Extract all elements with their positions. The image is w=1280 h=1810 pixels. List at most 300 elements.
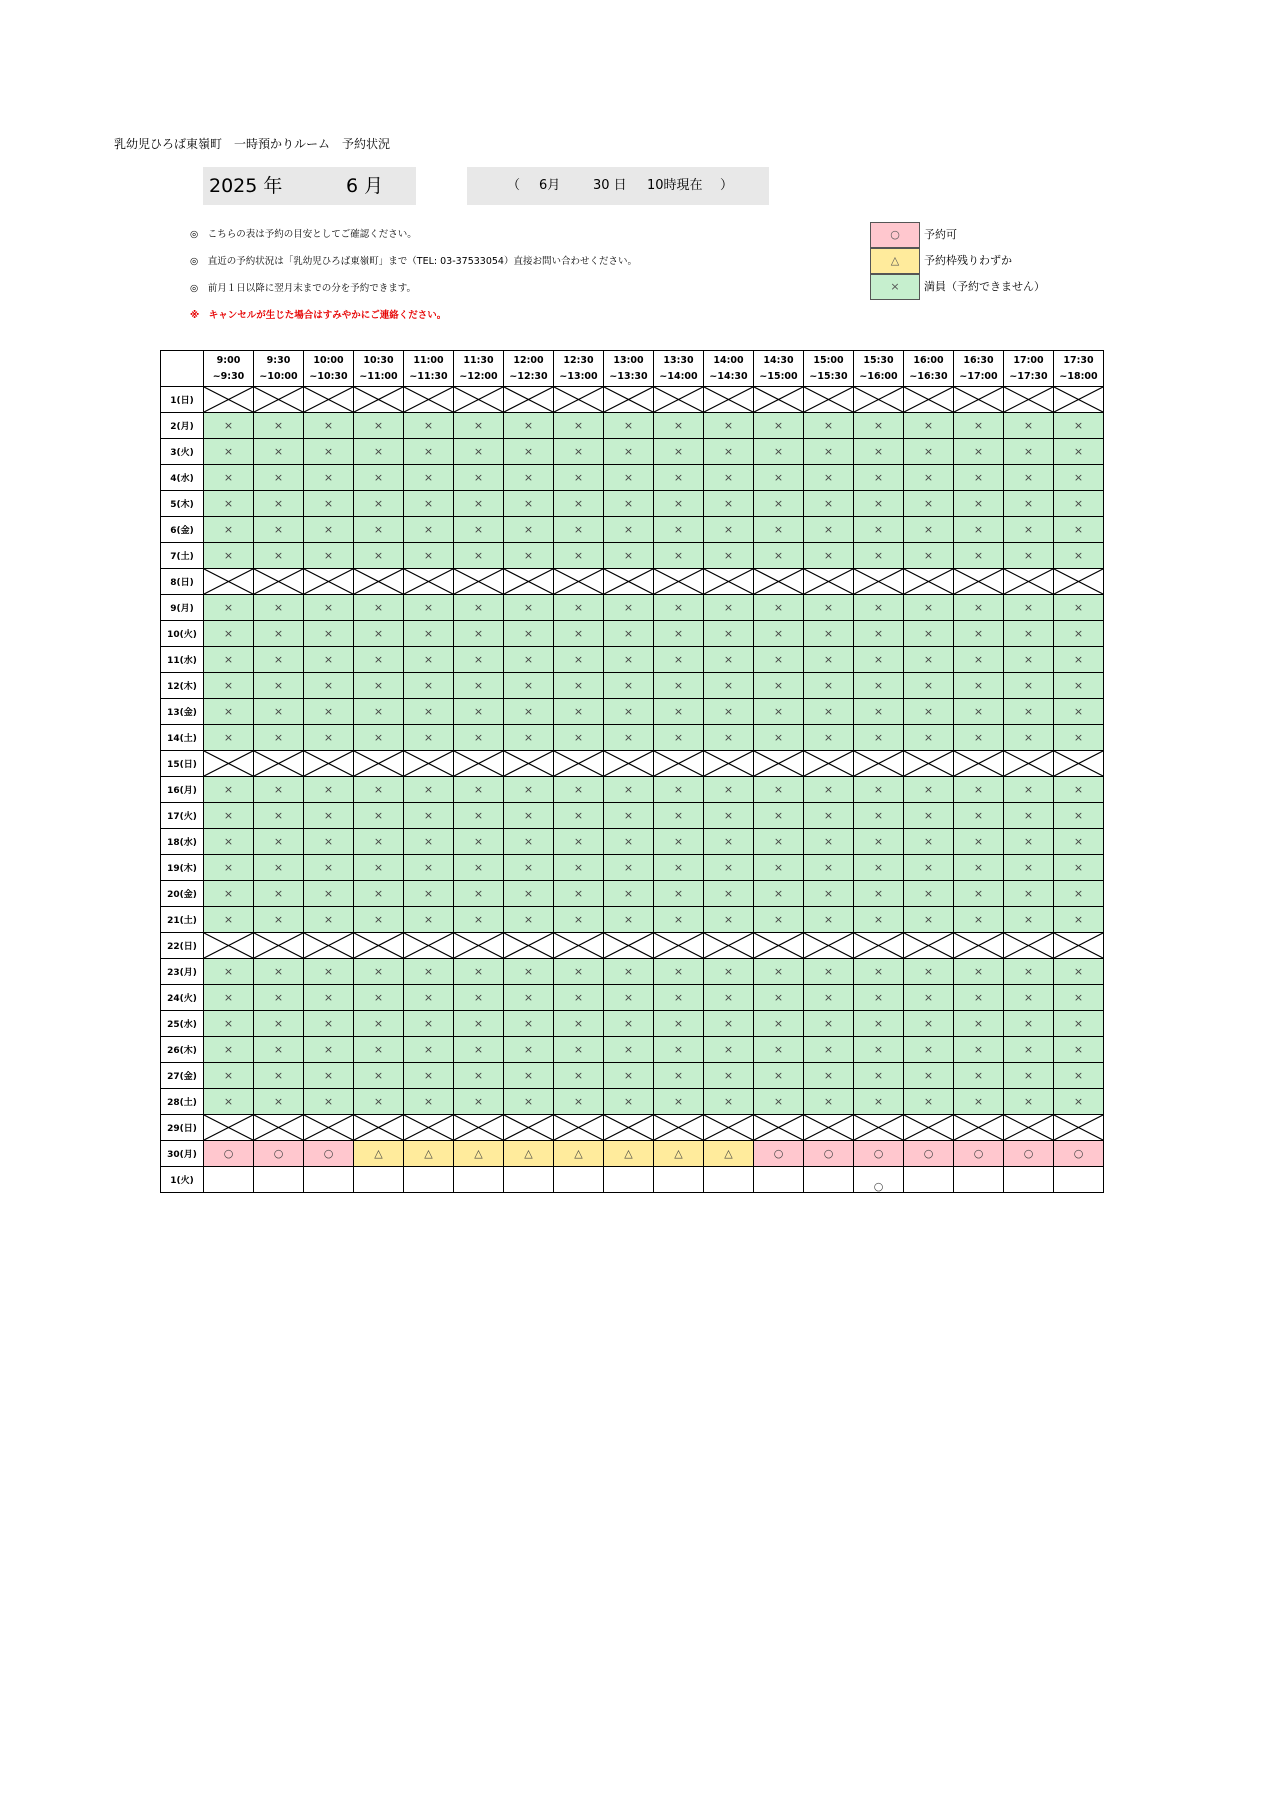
- closed-cell: [604, 1115, 654, 1141]
- day-label: 14(土): [161, 725, 204, 751]
- closed-cell: [954, 1115, 1004, 1141]
- full-cell: ×: [504, 413, 554, 439]
- full-cell: ×: [204, 829, 254, 855]
- day-row: [161, 569, 1104, 595]
- closed-cell: [204, 1115, 254, 1141]
- closed-cell: [1004, 569, 1054, 595]
- full-cell: ×: [604, 439, 654, 465]
- full-cell: ×: [254, 673, 304, 699]
- full-cell: ×: [904, 491, 954, 517]
- full-cell: ×: [404, 959, 454, 985]
- closed-cell: [754, 387, 804, 413]
- full-cell: ×: [654, 1089, 704, 1115]
- full-cell: ×: [804, 647, 854, 673]
- full-cell: ×: [904, 855, 954, 881]
- full-cell: ×: [204, 595, 254, 621]
- full-cell: ×: [904, 517, 954, 543]
- closed-cell: [254, 933, 304, 959]
- full-cell: ×: [354, 907, 404, 933]
- full-cell: ×: [204, 907, 254, 933]
- closed-cell: [604, 751, 654, 777]
- full-cell: ×: [654, 881, 704, 907]
- full-cell: ×: [704, 413, 754, 439]
- full-cell: ×: [304, 595, 354, 621]
- full-cell: ×: [504, 491, 554, 517]
- full-cell: ×: [804, 491, 854, 517]
- full-cell: ×: [854, 855, 904, 881]
- full-cell: ×: [754, 829, 804, 855]
- full-cell: ×: [1054, 1089, 1104, 1115]
- full-cell: ×: [554, 1089, 604, 1115]
- full-cell: ×: [454, 1063, 504, 1089]
- few-left-cell: △: [604, 1141, 654, 1167]
- closed-cell: [1054, 1115, 1104, 1141]
- day-label: 1(日): [161, 387, 204, 413]
- reservation-table: [160, 350, 1104, 1193]
- full-cell: ×: [954, 1011, 1004, 1037]
- day-row: [161, 1167, 1104, 1193]
- closed-cell: [404, 751, 454, 777]
- note-cancel: ※ キャンセルが生じた場合はすみやかにご連絡ください。: [190, 310, 447, 321]
- full-cell: ×: [604, 517, 654, 543]
- full-cell: ×: [554, 1011, 604, 1037]
- closed-cell: [504, 1115, 554, 1141]
- legend-full-label: 満員（予約できません）: [924, 280, 1045, 293]
- full-cell: ×: [554, 517, 604, 543]
- closed-cell: [904, 569, 954, 595]
- day-row: [161, 1011, 1104, 1037]
- page-title: 乳幼児ひろば東嶺町 一時預かりルーム 予約状況: [114, 137, 391, 151]
- closed-cell: [1004, 751, 1054, 777]
- closed-cell: [304, 387, 354, 413]
- full-cell: ×: [904, 543, 954, 569]
- time-slot-header: [1054, 351, 1104, 387]
- day-row: [161, 1037, 1104, 1063]
- day-label: 6(金): [161, 517, 204, 543]
- full-cell: ×: [204, 725, 254, 751]
- closed-cell: [504, 387, 554, 413]
- full-cell: ×: [404, 985, 454, 1011]
- empty-cell: [254, 1167, 304, 1193]
- full-cell: ×: [754, 517, 804, 543]
- time-slot-header: [954, 351, 1004, 387]
- day-label: 25(水): [161, 1011, 204, 1037]
- closed-cell: [454, 751, 504, 777]
- full-cell: ×: [604, 725, 654, 751]
- full-cell: ×: [754, 413, 804, 439]
- day-row: [161, 881, 1104, 907]
- full-cell: ×: [604, 647, 654, 673]
- closed-cell: [454, 569, 504, 595]
- day-label: 30(月): [161, 1141, 204, 1167]
- full-cell: ×: [404, 543, 454, 569]
- full-cell: ×: [204, 855, 254, 881]
- full-cell: ×: [354, 465, 404, 491]
- full-cell: ×: [854, 725, 904, 751]
- full-cell: ×: [1054, 647, 1104, 673]
- closed-cell: [1004, 1115, 1054, 1141]
- full-cell: ×: [354, 517, 404, 543]
- full-cell: ×: [254, 413, 304, 439]
- full-cell: ×: [904, 829, 954, 855]
- full-cell: ×: [404, 491, 454, 517]
- full-cell: ×: [604, 621, 654, 647]
- full-cell: ×: [654, 725, 704, 751]
- full-cell: ×: [954, 1037, 1004, 1063]
- full-cell: ×: [904, 621, 954, 647]
- full-cell: ×: [354, 829, 404, 855]
- full-cell: ×: [904, 1089, 954, 1115]
- full-cell: ×: [804, 985, 854, 1011]
- empty-cell: [554, 1167, 604, 1193]
- full-cell: ×: [354, 725, 404, 751]
- full-cell: ×: [504, 647, 554, 673]
- full-cell: ×: [504, 1089, 554, 1115]
- full-cell: ×: [654, 491, 704, 517]
- full-cell: ×: [754, 881, 804, 907]
- few-left-cell: △: [654, 1141, 704, 1167]
- day-label: 15(日): [161, 751, 204, 777]
- closed-cell: [554, 387, 604, 413]
- full-cell: ×: [1004, 855, 1054, 881]
- full-cell: ×: [654, 647, 704, 673]
- full-cell: ×: [354, 881, 404, 907]
- full-cell: ×: [804, 595, 854, 621]
- closed-cell: [304, 933, 354, 959]
- full-cell: ×: [704, 543, 754, 569]
- closed-cell: [354, 569, 404, 595]
- time-slot-start: 13:30: [663, 354, 694, 366]
- closed-cell: [704, 933, 754, 959]
- full-cell: ×: [754, 959, 804, 985]
- day-row: [161, 751, 1104, 777]
- full-cell: ×: [404, 413, 454, 439]
- full-cell: ×: [904, 1037, 954, 1063]
- full-cell: ×: [304, 725, 354, 751]
- full-cell: ×: [304, 1063, 354, 1089]
- full-cell: ×: [354, 1011, 404, 1037]
- full-cell: ×: [954, 439, 1004, 465]
- full-cell: ×: [254, 907, 304, 933]
- closed-cell: [804, 751, 854, 777]
- full-cell: ×: [504, 1011, 554, 1037]
- full-cell: ×: [554, 465, 604, 491]
- full-cell: ×: [654, 413, 704, 439]
- full-cell: ×: [754, 907, 804, 933]
- full-cell: ×: [604, 413, 654, 439]
- full-cell: ×: [854, 881, 904, 907]
- closed-cell: [754, 933, 804, 959]
- full-cell: ×: [204, 881, 254, 907]
- full-cell: ×: [554, 699, 604, 725]
- day-row: [161, 647, 1104, 673]
- full-cell: ×: [354, 673, 404, 699]
- full-cell: ×: [454, 543, 504, 569]
- available-cell: ○: [204, 1141, 254, 1167]
- available-cell: ○: [804, 1141, 854, 1167]
- time-slot-end: ~10:00: [259, 370, 298, 382]
- empty-cell: [354, 1167, 404, 1193]
- full-cell: ×: [804, 465, 854, 491]
- full-cell: ×: [804, 855, 854, 881]
- day-row: [161, 439, 1104, 465]
- day-row: [161, 491, 1104, 517]
- full-cell: ×: [954, 465, 1004, 491]
- closed-cell: [1054, 569, 1104, 595]
- full-cell: ×: [254, 491, 304, 517]
- full-cell: ×: [504, 725, 554, 751]
- full-cell: ×: [204, 699, 254, 725]
- time-slot-header: [704, 351, 754, 387]
- closed-cell: [554, 569, 604, 595]
- closed-cell: [1054, 387, 1104, 413]
- day-label: 20(金): [161, 881, 204, 907]
- full-cell: ×: [254, 699, 304, 725]
- full-cell: ×: [454, 777, 504, 803]
- full-cell: ×: [904, 959, 954, 985]
- few-left-cell: △: [704, 1141, 754, 1167]
- full-cell: ×: [754, 647, 804, 673]
- full-cell: ×: [954, 491, 1004, 517]
- full-cell: ×: [754, 803, 804, 829]
- closed-cell: [854, 751, 904, 777]
- full-cell: ×: [504, 907, 554, 933]
- full-cell: ×: [1054, 1037, 1104, 1063]
- full-cell: ×: [504, 959, 554, 985]
- full-cell: ×: [604, 959, 654, 985]
- day-row: [161, 1089, 1104, 1115]
- time-slot-start: 14:00: [713, 354, 744, 366]
- legend-available-label: 予約可: [924, 228, 957, 241]
- closed-cell: [204, 569, 254, 595]
- full-cell: ×: [704, 595, 754, 621]
- full-cell: ×: [704, 465, 754, 491]
- full-cell: ×: [1004, 777, 1054, 803]
- full-cell: ×: [554, 413, 604, 439]
- day-row: [161, 595, 1104, 621]
- closed-cell: [204, 933, 254, 959]
- full-cell: ×: [204, 777, 254, 803]
- full-cell: ×: [404, 465, 454, 491]
- full-cell: ×: [804, 829, 854, 855]
- few-left-cell: △: [504, 1141, 554, 1167]
- full-cell: ×: [254, 829, 304, 855]
- full-cell: ×: [954, 725, 1004, 751]
- empty-cell: [604, 1167, 654, 1193]
- full-cell: ×: [954, 803, 1004, 829]
- time-slot-end: ~16:30: [909, 370, 948, 382]
- full-cell: ×: [404, 1037, 454, 1063]
- full-cell: ×: [1004, 881, 1054, 907]
- full-cell: ×: [354, 647, 404, 673]
- closed-cell: [254, 1115, 304, 1141]
- closed-cell: [254, 387, 304, 413]
- full-cell: ×: [654, 673, 704, 699]
- full-cell: ×: [654, 1063, 704, 1089]
- closed-cell: [754, 751, 804, 777]
- closed-cell: [204, 387, 254, 413]
- full-cell: ×: [454, 1011, 504, 1037]
- full-cell: ×: [954, 673, 1004, 699]
- empty-cell: [654, 1167, 704, 1193]
- day-label: 10(火): [161, 621, 204, 647]
- full-cell: ×: [804, 1089, 854, 1115]
- full-cell: ×: [754, 777, 804, 803]
- time-slot-start: 11:00: [413, 354, 444, 366]
- as-of-time: 10時現在: [647, 178, 703, 193]
- full-cell: ×: [204, 985, 254, 1011]
- full-cell: ×: [554, 881, 604, 907]
- day-row: [161, 1063, 1104, 1089]
- time-slot-start: 11:30: [463, 354, 494, 366]
- day-label: 19(木): [161, 855, 204, 881]
- full-cell: ×: [754, 595, 804, 621]
- legend-few-swatch: △: [870, 248, 920, 274]
- full-cell: ×: [1054, 699, 1104, 725]
- full-cell: ×: [704, 439, 754, 465]
- full-cell: ×: [1004, 699, 1054, 725]
- closed-cell: [854, 569, 904, 595]
- time-slot-header: [1004, 351, 1054, 387]
- time-slot-end: ~18:00: [1059, 370, 1098, 382]
- full-cell: ×: [1004, 907, 1054, 933]
- closed-cell: [604, 933, 654, 959]
- full-cell: ×: [504, 439, 554, 465]
- time-slot-start: 15:00: [813, 354, 844, 366]
- full-cell: ×: [1054, 673, 1104, 699]
- day-row: [161, 673, 1104, 699]
- full-cell: ×: [704, 881, 754, 907]
- empty-cell: [304, 1167, 354, 1193]
- full-cell: ×: [254, 595, 304, 621]
- full-cell: ×: [554, 647, 604, 673]
- time-slot-end: ~12:00: [459, 370, 498, 382]
- full-cell: ×: [354, 595, 404, 621]
- closed-cell: [554, 1115, 604, 1141]
- full-cell: ×: [654, 699, 704, 725]
- full-cell: ×: [204, 1037, 254, 1063]
- time-slot-header: [804, 351, 854, 387]
- full-cell: ×: [454, 855, 504, 881]
- full-cell: ×: [204, 1011, 254, 1037]
- day-label: 26(木): [161, 1037, 204, 1063]
- day-label: 7(土): [161, 543, 204, 569]
- full-cell: ×: [304, 829, 354, 855]
- closed-cell: [404, 1115, 454, 1141]
- full-cell: ×: [404, 803, 454, 829]
- full-cell: ×: [454, 621, 504, 647]
- full-cell: ×: [1004, 959, 1054, 985]
- day-label: 5(木): [161, 491, 204, 517]
- full-cell: ×: [404, 439, 454, 465]
- full-cell: ×: [454, 1037, 504, 1063]
- closed-cell: [754, 569, 804, 595]
- full-cell: ×: [504, 465, 554, 491]
- full-cell: ×: [654, 803, 704, 829]
- full-cell: ×: [704, 621, 754, 647]
- full-cell: ×: [604, 1089, 654, 1115]
- full-cell: ×: [454, 907, 504, 933]
- full-cell: ×: [954, 907, 1004, 933]
- full-cell: ×: [654, 907, 704, 933]
- full-cell: ×: [454, 491, 504, 517]
- full-cell: ×: [1004, 725, 1054, 751]
- day-label: 23(月): [161, 959, 204, 985]
- full-cell: ×: [554, 907, 604, 933]
- full-cell: ×: [804, 543, 854, 569]
- full-cell: ×: [804, 699, 854, 725]
- few-left-cell: △: [354, 1141, 404, 1167]
- full-cell: ×: [1054, 465, 1104, 491]
- full-cell: ×: [354, 543, 404, 569]
- day-row: [161, 777, 1104, 803]
- full-cell: ×: [804, 803, 854, 829]
- full-cell: ×: [404, 1063, 454, 1089]
- time-slot-header: [254, 351, 304, 387]
- full-cell: ×: [404, 1089, 454, 1115]
- full-cell: ×: [254, 1089, 304, 1115]
- full-cell: ×: [204, 803, 254, 829]
- full-cell: ×: [554, 543, 604, 569]
- closed-cell: [404, 569, 454, 595]
- full-cell: ×: [354, 1037, 404, 1063]
- closed-cell: [404, 387, 454, 413]
- closed-cell: [354, 1115, 404, 1141]
- full-cell: ×: [554, 439, 604, 465]
- full-cell: ×: [704, 491, 754, 517]
- full-cell: ×: [504, 1037, 554, 1063]
- closed-cell: [254, 751, 304, 777]
- full-cell: ×: [504, 985, 554, 1011]
- full-cell: ×: [654, 543, 704, 569]
- full-cell: ×: [1004, 985, 1054, 1011]
- full-cell: ×: [854, 413, 904, 439]
- closed-cell: [1004, 387, 1054, 413]
- full-cell: ×: [904, 647, 954, 673]
- time-slot-header: [354, 351, 404, 387]
- full-cell: ×: [554, 829, 604, 855]
- full-cell: ×: [854, 1011, 904, 1037]
- full-cell: ×: [904, 1063, 954, 1089]
- available-cell: ○: [854, 1141, 904, 1167]
- empty-cell: [454, 1167, 504, 1193]
- full-cell: ×: [354, 1089, 404, 1115]
- day-label: 9(月): [161, 595, 204, 621]
- full-cell: ×: [304, 1011, 354, 1037]
- full-cell: ×: [304, 543, 354, 569]
- full-cell: ×: [404, 517, 454, 543]
- full-cell: ×: [604, 699, 654, 725]
- full-cell: ×: [554, 777, 604, 803]
- full-cell: ×: [304, 439, 354, 465]
- full-cell: ×: [954, 543, 1004, 569]
- full-cell: ×: [854, 673, 904, 699]
- full-cell: ×: [804, 413, 854, 439]
- full-cell: ×: [904, 985, 954, 1011]
- full-cell: ×: [604, 1011, 654, 1037]
- full-cell: ×: [554, 725, 604, 751]
- full-cell: ×: [354, 491, 404, 517]
- time-slot-end: ~13:30: [609, 370, 648, 382]
- full-cell: ×: [854, 465, 904, 491]
- full-cell: ×: [654, 959, 704, 985]
- full-cell: ×: [304, 699, 354, 725]
- full-cell: ×: [654, 777, 704, 803]
- full-cell: ×: [354, 413, 404, 439]
- full-cell: ×: [754, 1063, 804, 1089]
- day-label: 29(日): [161, 1115, 204, 1141]
- day-row: [161, 517, 1104, 543]
